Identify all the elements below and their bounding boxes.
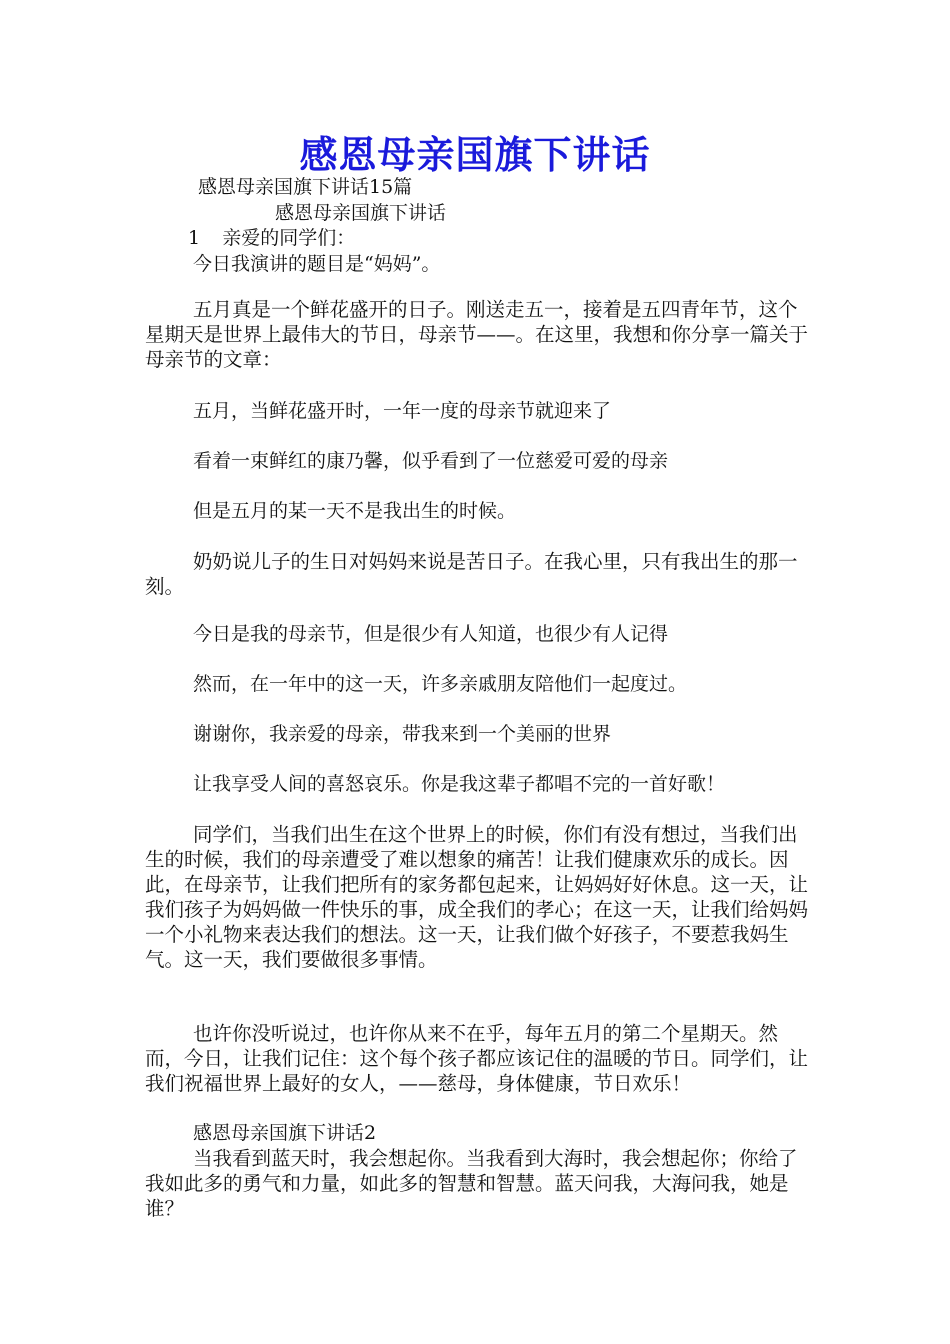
greeting-line xyxy=(188,226,355,251)
document-title: 感恩母亲国旗下讲话 xyxy=(299,132,651,177)
paragraph: 当我看到蓝天时，我会想起你。当我看到大海时，我会想起你；你给了我如此多的勇气和力量，如此多的智慧和智慧。蓝天问我，大海问我，她是谁？ xyxy=(145,1147,798,1220)
section1-heading: 感恩母亲国旗下讲话 xyxy=(275,202,447,224)
paragraph: 今日是我的母亲节，但是很少有人知道，也很少有人记得 xyxy=(193,623,669,645)
paragraph: 奶奶说儿子的生日对妈妈来说是苦日子。在我心里，只有我出生的那一刻。 xyxy=(145,550,798,598)
paragraph: 谢谢你，我亲爱的母亲，带我来到一个美丽的世界 xyxy=(193,723,612,745)
paragraph: 也许你没听说过，也许你从来不在乎，每年五月的第二个星期天。然而，今日，让我们记住：这个每个孩子都应该记住的温暖的节日。同学们，让我们祝福世界上最好的女人，——慈母，身体健康，节日欢乐！ xyxy=(145,1022,809,1095)
paragraph: 五月真是一个鲜花盛开的日子。刚送走五一，接着是五四青年节，这个星期天是世界上最伟大的节日，母亲节——。在这里，我想和你分享一篇关于母亲节的文章： xyxy=(145,298,809,371)
section1-number: 1 xyxy=(188,227,201,249)
paragraph: 今日我演讲的题目是“妈妈”。 xyxy=(193,253,441,275)
document-subtitle: 感恩母亲国旗下讲话15篇 xyxy=(198,176,413,198)
paragraph: 让我享受人间的喜怒哀乐。你是我这辈子都唱不完的一首好歌！ xyxy=(193,773,726,795)
paragraph: 然而，在一年中的这一天，许多亲戚朋友陪他们一起度过。 xyxy=(193,673,688,695)
paragraph: 看着一束鲜红的康乃馨，似乎看到了一位慈爱可爱的母亲 xyxy=(193,450,669,472)
section2-heading: 感恩母亲国旗下讲话2 xyxy=(193,1122,377,1144)
paragraph: 同学们，当我们出生在这个世界上的时候，你们有没有想过，当我们出生的时候，我们的母亲遭受了难以想象的痛苦！让我们健康欢乐的成长。因此，在母亲节，让我们把所有的家务都包起来，让妈妈好好休息。这一天，让我们孩子为妈妈做一件快乐的事，成全我们的孝心；在这一天，让我们给妈妈一个小礼物来表达我们的想法。这一天，让我们做个好孩子，不要惹我妈生气。这一天，我们要做很多事情。 xyxy=(145,823,809,971)
paragraph: 五月，当鲜花盛开时，一年一度的母亲节就迎来了 xyxy=(193,400,612,422)
paragraph: 但是五月的某一天不是我出生的时候。 xyxy=(193,500,517,522)
greeting: 亲爱的同学们： xyxy=(222,227,356,249)
